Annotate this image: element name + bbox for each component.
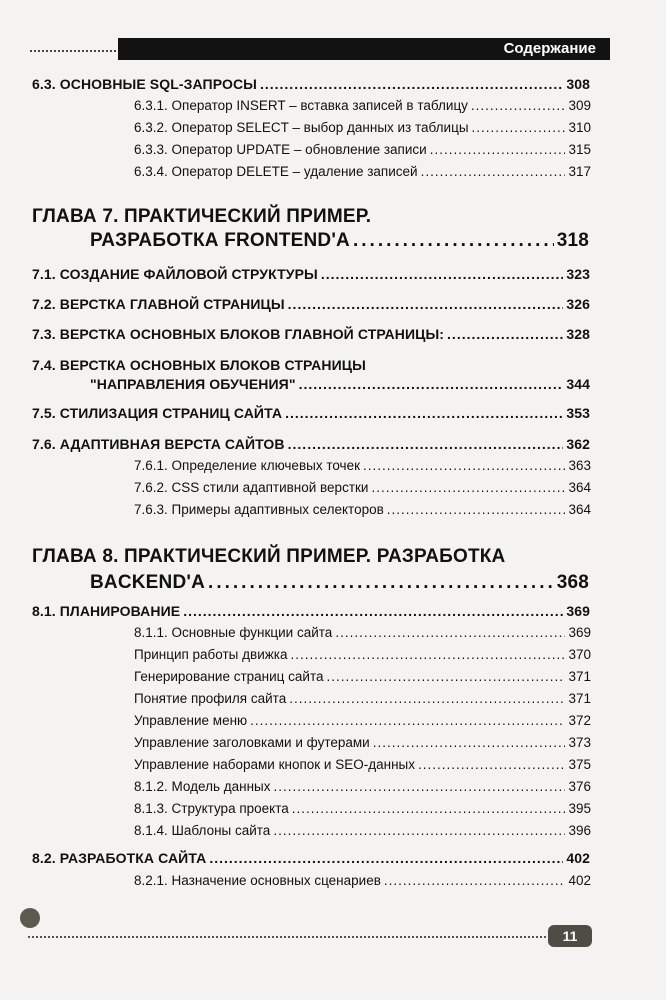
toc-page-number: 402 xyxy=(566,850,590,866)
toc-section-entry[interactable] xyxy=(32,603,590,619)
toc-section-entry[interactable] xyxy=(90,376,590,392)
toc-entry-title: Понятие профиля сайта xyxy=(134,691,287,706)
toc-entry-title: 8.1.2. Модель данных xyxy=(134,779,271,794)
toc-subsection-entry[interactable] xyxy=(134,735,591,750)
toc-dot-leader xyxy=(371,480,565,495)
footer-dotted-rule xyxy=(28,936,558,938)
toc-subsection-entry[interactable] xyxy=(134,647,591,662)
toc-section-entry[interactable] xyxy=(32,76,590,92)
toc-page-number: 402 xyxy=(568,873,591,888)
toc-entry-title: BACKEND'A xyxy=(90,572,206,593)
toc-dot-leader xyxy=(353,230,554,252)
toc-section-title: 7.4. ВЕРСТКА ОСНОВНЫХ БЛОКОВ СТРАНИЦЫ xyxy=(32,357,366,373)
toc-entry-title: 7.6.3. Примеры адаптивных селекторов xyxy=(134,502,384,517)
toc-page-number: 344 xyxy=(566,376,590,392)
page-number-badge: 11 xyxy=(548,925,592,947)
toc-dot-leader xyxy=(250,713,565,728)
toc-page-number: 310 xyxy=(568,120,591,135)
toc-dot-leader xyxy=(418,757,565,772)
toc-entry-title: 7.6.2. CSS стили адаптивной верстки xyxy=(134,480,369,495)
toc-section-entry[interactable] xyxy=(32,436,590,452)
toc-subsection-entry[interactable] xyxy=(134,779,591,794)
toc-entry-title: 6.3.2. Оператор SELECT – выбор данных из таблицы xyxy=(134,120,469,135)
toc-section-entry[interactable] xyxy=(32,266,590,282)
toc-page-number: 372 xyxy=(568,713,591,728)
toc-entry-title: 6.3.4. Оператор DELETE – удаление записей xyxy=(134,164,418,179)
toc-entry-title: 8.1.4. Шаблоны сайта xyxy=(134,823,271,838)
toc-chapter-title: ГЛАВА 7. ПРАКТИЧЕСКИЙ ПРИМЕР. xyxy=(32,206,372,227)
toc-dot-leader xyxy=(471,98,566,113)
toc-dot-leader xyxy=(273,779,565,794)
toc-dot-leader xyxy=(421,164,566,179)
toc-dot-leader xyxy=(260,76,563,92)
toc-subsection-entry[interactable] xyxy=(134,801,591,816)
toc-subsection-entry[interactable] xyxy=(134,713,591,728)
toc-dot-leader xyxy=(299,376,564,392)
toc-subsection-entry[interactable] xyxy=(134,873,591,888)
toc-dot-leader xyxy=(209,850,563,866)
toc-page-number: 328 xyxy=(566,326,590,342)
toc-section-entry[interactable] xyxy=(32,405,590,421)
toc-page-number: 364 xyxy=(568,502,591,517)
toc-entry-title: "НАПРАВЛЕНИЯ ОБУЧЕНИЯ" xyxy=(90,376,296,392)
toc-subsection-entry[interactable] xyxy=(134,691,591,706)
toc-dot-leader xyxy=(290,647,565,662)
toc-dot-leader xyxy=(335,625,565,640)
toc-subsection-entry[interactable] xyxy=(134,480,591,495)
toc-entry-title: 8.2. РАЗРАБОТКА САЙТА xyxy=(32,850,207,866)
toc-dot-leader xyxy=(288,296,564,312)
toc-entry-title: 7.5. СТИЛИЗАЦИЯ СТРАНИЦ САЙТА xyxy=(32,405,283,421)
toc-chapter-title: ГЛАВА 8. ПРАКТИЧЕСКИЙ ПРИМЕР. РАЗРАБОТКА xyxy=(32,546,506,567)
toc-page-number: 373 xyxy=(568,735,591,750)
toc-subsection-entry[interactable] xyxy=(134,458,591,473)
toc-entry-title: 7.6. АДАПТИВНАЯ ВЕРСТА САЙТОВ xyxy=(32,436,285,452)
toc-page-number: 370 xyxy=(568,647,591,662)
toc-page-number: 371 xyxy=(568,691,591,706)
toc-subsection-entry[interactable] xyxy=(134,625,591,640)
toc-page-number: 353 xyxy=(566,405,590,421)
toc-dot-leader xyxy=(183,603,563,619)
toc-dot-leader xyxy=(384,873,566,888)
toc-page-number: 364 xyxy=(568,480,591,495)
toc-subsection-entry[interactable] xyxy=(134,823,591,838)
toc-page-number: 362 xyxy=(566,436,590,452)
toc-section-entry[interactable] xyxy=(32,850,590,866)
toc-page-number: 369 xyxy=(568,625,591,640)
toc-dot-leader xyxy=(447,326,563,342)
toc-entry-title: 7.2. ВЕРСТКА ГЛАВНОЙ СТРАНИЦЫ xyxy=(32,296,285,312)
toc-subsection-entry[interactable] xyxy=(134,142,591,157)
toc-page-number: 371 xyxy=(568,669,591,684)
toc-dot-leader xyxy=(387,502,566,517)
toc-subsection-entry[interactable] xyxy=(134,669,591,684)
footer-bullet-dot xyxy=(20,908,40,928)
toc-entry-title: 7.1. СОЗДАНИЕ ФАЙЛОВОЙ СТРУКТУРЫ xyxy=(32,266,318,282)
toc-dot-leader xyxy=(363,458,565,473)
toc-page-number: 317 xyxy=(568,164,591,179)
toc-entry-title: РАЗРАБОТКА FRONTEND'A xyxy=(90,230,350,251)
toc-page-number: 308 xyxy=(566,76,590,92)
toc-entry-title: Принцип работы движка xyxy=(134,647,288,662)
toc-dot-leader xyxy=(208,572,554,594)
toc-section-entry[interactable] xyxy=(32,296,590,312)
toc-subsection-entry[interactable] xyxy=(134,757,591,772)
toc-page-number: 369 xyxy=(566,603,590,619)
toc-dot-leader xyxy=(373,735,566,750)
toc-entry-title: 7.3. ВЕРСТКА ОСНОВНЫХ БЛОКОВ ГЛАВНОЙ СТРАНИЦЫ: xyxy=(32,326,445,342)
toc-page-number: 368 xyxy=(556,572,589,593)
toc-entry-title: 8.1.1. Основные функции сайта xyxy=(134,625,333,640)
toc-entry-title: 6.3.1. Оператор INSERT – вставка записей в таблицу xyxy=(134,98,468,113)
toc-chapter-entry[interactable] xyxy=(90,230,589,252)
toc-page-number: 363 xyxy=(568,458,591,473)
toc-page-number: 326 xyxy=(566,296,590,312)
running-header-title: Содержание xyxy=(503,40,596,57)
toc-chapter-entry[interactable] xyxy=(90,572,589,594)
toc-page-number: 309 xyxy=(568,98,591,113)
toc-page-number: 396 xyxy=(568,823,591,838)
toc-page-number: 376 xyxy=(568,779,591,794)
toc-entry-title: Генерирование страниц сайта xyxy=(134,669,324,684)
toc-subsection-entry[interactable] xyxy=(134,120,591,135)
toc-entry-title: 8.2.1. Назначение основных сценариев xyxy=(134,873,381,888)
toc-section-entry[interactable] xyxy=(32,326,590,342)
toc-subsection-entry[interactable] xyxy=(134,98,591,113)
header-dotted-rule xyxy=(30,50,120,52)
toc-entry-title: Управление меню xyxy=(134,713,248,728)
toc-entry-title: Управление заголовками и футерами xyxy=(134,735,370,750)
toc-dot-leader xyxy=(285,405,563,421)
toc-page-number: 323 xyxy=(566,266,590,282)
toc-dot-leader xyxy=(289,691,565,706)
toc-entry-title: 8.1.3. Структура проекта xyxy=(134,801,289,816)
toc-entry-title: 8.1. ПЛАНИРОВАНИЕ xyxy=(32,603,181,619)
toc-entry-title: 7.6.1. Определение ключевых точек xyxy=(134,458,361,473)
toc-entry-title: Управление наборами кнопок и SEO-данных xyxy=(134,757,415,772)
toc-entry-title: 6.3. ОСНОВНЫЕ SQL-ЗАПРОСЫ xyxy=(32,76,257,92)
toc-page-number: 318 xyxy=(556,230,589,251)
toc-page-number: 315 xyxy=(568,142,591,157)
toc-page-number: 375 xyxy=(568,757,591,772)
toc-subsection-entry[interactable] xyxy=(134,164,591,179)
toc-dot-leader xyxy=(273,823,565,838)
toc-dot-leader xyxy=(288,436,564,452)
toc-entry-title: 6.3.3. Оператор UPDATE – обновление записи xyxy=(134,142,427,157)
toc-dot-leader xyxy=(472,120,566,135)
toc-dot-leader xyxy=(430,142,566,157)
toc-dot-leader xyxy=(327,669,566,684)
toc-dot-leader xyxy=(321,266,564,282)
toc-page-number: 395 xyxy=(568,801,591,816)
toc-dot-leader xyxy=(292,801,566,816)
toc-subsection-entry[interactable] xyxy=(134,502,591,517)
